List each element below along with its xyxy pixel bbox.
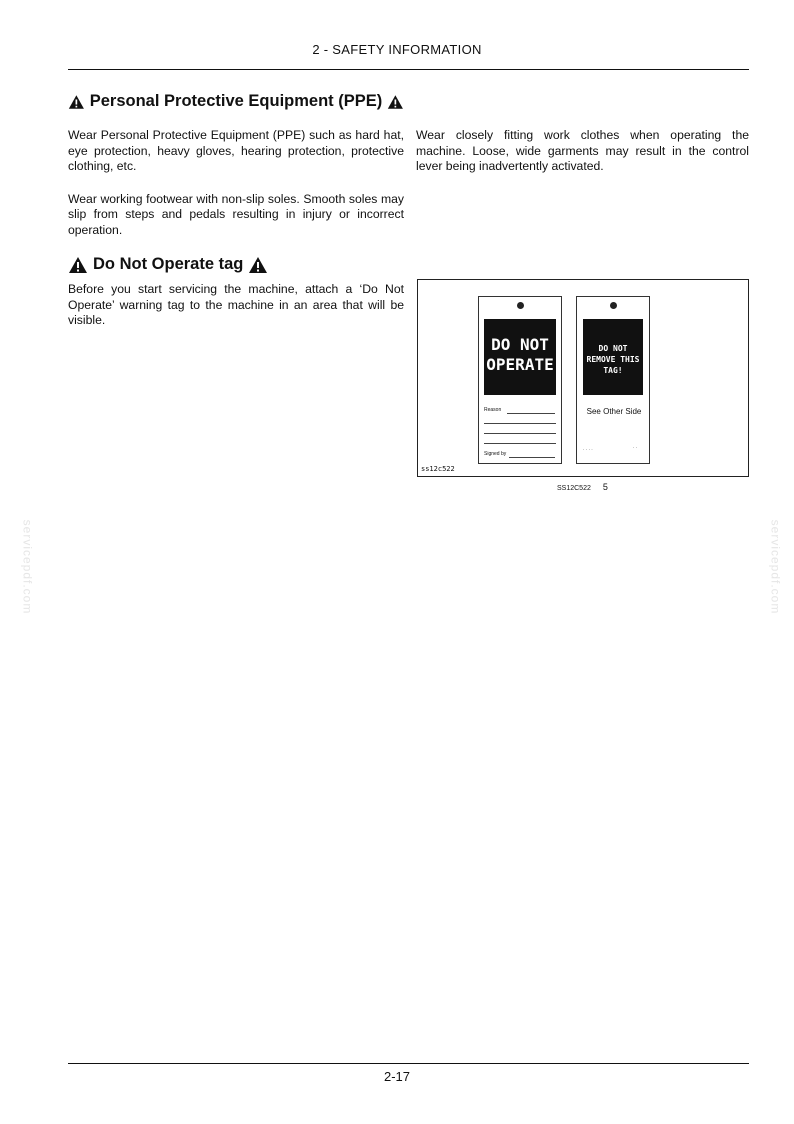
tag-hole (610, 302, 617, 309)
warning-icon (68, 93, 85, 111)
left-column (68, 92, 404, 329)
dno-heading (68, 255, 404, 274)
header-rule (68, 69, 749, 70)
page-number: 2-17 (383, 1069, 411, 1084)
watermark-left: servicepdf.com (20, 519, 35, 615)
figure-caption (557, 482, 608, 492)
ppe-paragraph-2: Wear working footwear with non-slip soles. Smooth soles may slip from steps and pedals resulting in injury or incorrect operation. (68, 191, 404, 237)
tag-line (509, 457, 555, 458)
figure-caption-id: SS12C522 (557, 485, 591, 492)
warning-icon (248, 256, 268, 274)
ppe-paragraph-1: Wear Personal Protective Equipment (PPE) such as hard hat, eye protection, heavy gloves, hearing protection, protective clothing, etc. (68, 128, 404, 173)
do-not-operate-tag-figure (417, 279, 749, 477)
figure-caption-number: 5 (602, 482, 608, 492)
tag-left-title: DO NOT OPERATE (484, 319, 556, 395)
do-not-operate-tag (478, 296, 562, 464)
ppe-paragraph-3: Wear closely fitting work clothes when operating the machine. Loose, wide garments may result in the control lever being inadvertently activated. (416, 128, 749, 173)
footer-rule (68, 1063, 749, 1064)
tag-right-text: See Other Side (586, 407, 642, 416)
page-header: 2 - SAFETY INFORMATION (312, 42, 482, 57)
tag-line (484, 443, 556, 444)
tag-left-reason: Reason (484, 407, 502, 413)
tag-right-fineprint: · · · · (583, 447, 593, 452)
tag-hole (517, 302, 524, 309)
do-not-remove-tag (576, 296, 650, 464)
figure-inner-id: ss12c522 (421, 465, 455, 473)
dno-heading-text: Do Not Operate tag (93, 255, 244, 273)
warning-icon (68, 256, 88, 274)
warning-icon (387, 93, 404, 111)
tag-line (507, 413, 555, 414)
ppe-heading-text: Personal Protective Equipment (PPE) (89, 92, 383, 110)
tag-left-signed: Signed by (484, 451, 507, 457)
tag-line (484, 423, 556, 424)
tag-right-title: DO NOT REMOVE THIS TAG! (583, 319, 643, 395)
watermark-right: servicepdf.com (768, 519, 783, 615)
ppe-heading (68, 92, 404, 111)
tag-line (484, 433, 556, 434)
tag-right-fineprint: · · (633, 445, 638, 450)
right-column (416, 128, 749, 175)
dno-paragraph: Before you start servicing the machine, attach a ‘Do Not Operate’ warning tag to the machine in an area that will be visible. (68, 282, 404, 327)
